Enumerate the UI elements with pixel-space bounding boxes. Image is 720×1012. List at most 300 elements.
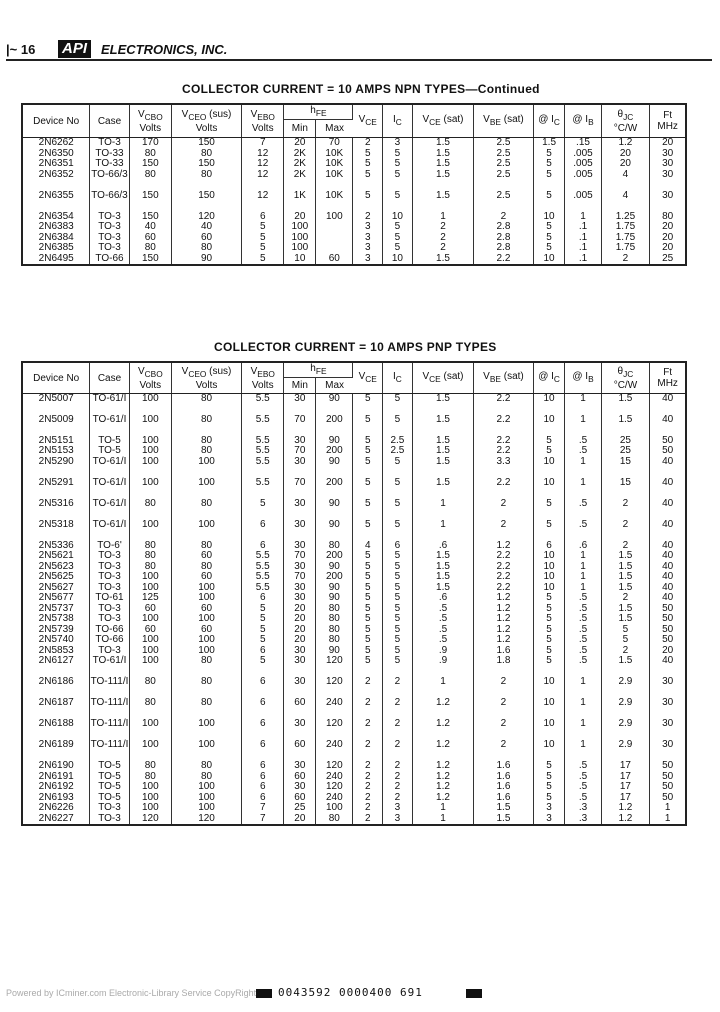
- cell-hfe-min: 30: [284, 436, 316, 447]
- cell-ic: 2: [383, 782, 413, 793]
- cell-case: TO-3: [90, 233, 129, 244]
- cell-vce: 5: [353, 562, 383, 573]
- cell-at-ic: 10: [533, 698, 565, 719]
- api-logo: API: [58, 40, 91, 58]
- cell-vebo: 7: [242, 138, 284, 149]
- cell-at-ic: 1.5: [533, 138, 565, 149]
- cell-vbesat: 1.2: [474, 593, 533, 604]
- cell-ft: 30: [662, 676, 674, 687]
- cell-ic: 5: [383, 499, 413, 520]
- cell-at-ib: 1: [565, 698, 601, 719]
- cell-device: 2N6226: [22, 803, 90, 814]
- cell-ft: 30: [662, 168, 674, 180]
- cell-ft: 80: [662, 210, 674, 222]
- cell-vcesat: .6: [412, 541, 474, 552]
- cell-vebo: 6: [242, 761, 284, 772]
- cell-vcesat: .5: [412, 604, 474, 615]
- cell-at-ic: 3: [533, 803, 565, 814]
- cell-vce: 5: [353, 446, 383, 457]
- cell-ic: 5: [383, 233, 413, 244]
- cell-theta: 2.9: [601, 719, 650, 740]
- cell-at-ic: 5: [533, 499, 565, 520]
- cell-vce: 5: [353, 436, 383, 447]
- cell-vbesat: 2.2: [474, 572, 533, 583]
- cell-vce: 3: [353, 243, 383, 254]
- cell-ft: 1: [664, 802, 671, 813]
- cell-ft: 40: [662, 655, 674, 666]
- cell-vcbo: 80: [129, 149, 171, 160]
- cell-at-ib: .1: [565, 243, 601, 254]
- cell-vce: 5: [353, 604, 383, 615]
- cell-device: 2N6192: [22, 782, 90, 793]
- cell-hfe-min: 25: [284, 803, 316, 814]
- table-row: [22, 698, 686, 719]
- cell-vceo: 100: [172, 782, 242, 793]
- table-row: [22, 677, 686, 698]
- page-footer: [6, 986, 712, 1002]
- cell-vcesat: .5: [412, 625, 474, 636]
- cell-vce: 5: [353, 593, 383, 604]
- cell-vceo: 80: [172, 541, 242, 552]
- cell-ic: 5: [383, 604, 413, 615]
- cell-vceo: 100: [172, 646, 242, 657]
- cell-theta: 1.5: [601, 551, 650, 562]
- cell-vcesat: 1.5: [412, 159, 474, 170]
- cell-device: 2N5627: [22, 583, 90, 594]
- cell-theta: 1.2: [601, 803, 650, 814]
- cell-device: 2N6355: [22, 191, 90, 212]
- cell-case: TO-3: [90, 646, 129, 657]
- cell-theta: 15: [601, 478, 650, 499]
- cell-hfe-max: 80: [316, 541, 353, 552]
- table-row: [22, 394, 686, 415]
- cell-case: TO-3: [90, 814, 129, 826]
- cell-vce: 5: [353, 614, 383, 625]
- cell-vcbo: 100: [129, 635, 171, 646]
- cell-vceo: 80: [172, 677, 242, 698]
- cell-at-ib: .3: [565, 814, 601, 826]
- cell-at-ib: .5: [565, 604, 601, 615]
- cell-vcbo: 60: [129, 604, 171, 615]
- cell-vce: 5: [353, 520, 383, 541]
- cell-ft: 40: [662, 592, 674, 603]
- cell-hfe-min: 60: [284, 698, 316, 719]
- cell-hfe-max: 100: [316, 212, 353, 223]
- cell-hfe-min: 30: [284, 761, 316, 772]
- cell-ic: 10: [383, 212, 413, 223]
- page-number: |~ 16: [6, 42, 36, 57]
- cell-case: TO-5: [90, 793, 129, 804]
- cell-device: 2N5740: [22, 635, 90, 646]
- cell-vceo: 80: [172, 562, 242, 573]
- cell-vce: 2: [353, 814, 383, 826]
- cell-at-ib: .5: [565, 625, 601, 636]
- cell-at-ib: 1: [565, 562, 601, 573]
- col-hfe-min: Min: [284, 120, 316, 138]
- cell-vce: 2: [353, 761, 383, 772]
- cell-vceo: 80: [172, 656, 242, 677]
- cell-vce: 5: [353, 170, 383, 191]
- cell-hfe-max: [316, 243, 353, 254]
- cell-vcbo: 100: [129, 646, 171, 657]
- cell-at-ic: 5: [533, 243, 565, 254]
- cell-case: TO-5: [90, 436, 129, 447]
- cell-theta: 1.5: [601, 562, 650, 573]
- cell-hfe-min: 60: [284, 772, 316, 783]
- cell-theta: 1.5: [601, 614, 650, 625]
- cell-vce: 3: [353, 222, 383, 233]
- cell-at-ic: 5: [533, 170, 565, 191]
- pnp-spec-table: [21, 361, 687, 826]
- cell-vbesat: 2.5: [474, 170, 533, 191]
- cell-vceo: 80: [172, 499, 242, 520]
- cell-vce: 2: [353, 740, 383, 761]
- cell-vcbo: 80: [129, 698, 171, 719]
- table-row: [22, 656, 686, 677]
- cell-ic: 5: [383, 415, 413, 436]
- cell-vbesat: 2.2: [474, 478, 533, 499]
- col-vceo: $V_{CEO}$ (sus) Volts: [172, 362, 242, 394]
- cell-case: TO-61/I: [90, 415, 129, 436]
- cell-vebo: 7: [242, 814, 284, 826]
- cell-vbesat: 2.2: [474, 415, 533, 436]
- cell-hfe-max: 90: [316, 436, 353, 447]
- cell-ic: 5: [383, 394, 413, 415]
- cell-hfe-min: 30: [284, 394, 316, 415]
- cell-vceo: 60: [172, 625, 242, 636]
- cell-vebo: 12: [242, 170, 284, 191]
- cell-at-ib: .5: [565, 520, 601, 541]
- cell-vebo: 12: [242, 191, 284, 212]
- cell-at-ic: 5: [533, 233, 565, 244]
- cell-vcbo: 125: [129, 593, 171, 604]
- cell-hfe-min: 30: [284, 646, 316, 657]
- cell-hfe-min: 30: [284, 499, 316, 520]
- cell-at-ic: 6: [533, 541, 565, 552]
- cell-vceo: 150: [172, 159, 242, 170]
- cell-vbesat: 2.5: [474, 149, 533, 160]
- cell-vebo: 5.5: [242, 415, 284, 436]
- col-theta: $\theta_{JC}$ °C/W: [601, 104, 650, 138]
- cell-at-ic: 5: [533, 159, 565, 170]
- cell-theta: 25: [601, 436, 650, 447]
- cell-at-ib: .1: [565, 222, 601, 233]
- cell-vce: 4: [353, 541, 383, 552]
- cell-case: TO-5: [90, 761, 129, 772]
- cell-ic: 2: [383, 677, 413, 698]
- cell-hfe-max: 90: [316, 457, 353, 478]
- table-row: [22, 814, 686, 826]
- cell-device: 2N6191: [22, 772, 90, 783]
- cell-device: 2N6187: [22, 698, 90, 719]
- cell-vce: 2: [353, 677, 383, 698]
- cell-theta: 15: [601, 457, 650, 478]
- cell-ft: 30: [662, 739, 674, 750]
- cell-vebo: 6: [242, 212, 284, 223]
- cell-ft: 20: [662, 242, 674, 253]
- npn-table-title: COLLECTOR CURRENT = 10 AMPS NPN TYPES—Continued: [182, 82, 540, 96]
- cell-vce: 5: [353, 191, 383, 212]
- table-row: [22, 551, 686, 562]
- cell-hfe-min: 70: [284, 572, 316, 583]
- cell-at-ic: 10: [533, 719, 565, 740]
- cell-vcesat: .5: [412, 614, 474, 625]
- cell-at-ib: 1: [565, 740, 601, 761]
- cell-hfe-max: 90: [316, 646, 353, 657]
- cell-vbesat: 2: [474, 499, 533, 520]
- cell-ic: 2: [383, 772, 413, 783]
- table-row: [22, 761, 686, 772]
- cell-vcesat: 1.5: [412, 457, 474, 478]
- cell-vebo: 6: [242, 593, 284, 604]
- header-rule: [6, 59, 712, 61]
- cell-device: 2N5316: [22, 499, 90, 520]
- cell-vcbo: 100: [129, 782, 171, 793]
- cell-at-ib: .5: [565, 635, 601, 646]
- table-row: [22, 457, 686, 478]
- cell-vcesat: 1.5: [412, 436, 474, 447]
- cell-at-ib: 1: [565, 572, 601, 583]
- cell-vceo: 80: [172, 698, 242, 719]
- cell-vce: 2: [353, 793, 383, 804]
- cell-vceo: 100: [172, 740, 242, 761]
- cell-hfe-max: 240: [316, 698, 353, 719]
- cell-vbesat: 2.2: [474, 551, 533, 562]
- cell-vebo: 5: [242, 222, 284, 233]
- cell-ft: 40: [662, 560, 674, 572]
- cell-ft: 30: [662, 147, 674, 159]
- cell-ic: 2: [383, 793, 413, 804]
- cell-device: 2N5853: [22, 646, 90, 657]
- cell-theta: 25: [601, 446, 650, 457]
- cell-vceo: 100: [172, 583, 242, 594]
- cell-ft: 40: [662, 539, 674, 551]
- cell-hfe-min: 2K: [284, 170, 316, 191]
- cell-at-ic: 5: [533, 761, 565, 772]
- cell-case: TO-111/I: [90, 719, 129, 740]
- cell-ft: 20: [662, 231, 674, 243]
- cell-ic: 2: [383, 761, 413, 772]
- cell-vceo: 80: [172, 394, 242, 415]
- cell-hfe-max: [316, 222, 353, 233]
- cell-ic: 2.5: [383, 446, 413, 457]
- cell-ft: 50: [662, 634, 674, 645]
- cell-vbesat: 2: [474, 698, 533, 719]
- cell-at-ib: 1: [565, 415, 601, 436]
- cell-vcesat: .5: [412, 635, 474, 646]
- cell-ft: 50: [662, 623, 674, 635]
- cell-theta: 2: [601, 254, 650, 266]
- cell-vebo: 5: [242, 233, 284, 244]
- cell-vcbo: 100: [129, 803, 171, 814]
- col-vbesat: $V_{BE}$ (sat): [474, 104, 533, 138]
- col-ft: Ft MHz: [650, 104, 686, 138]
- cell-vcbo: 80: [129, 562, 171, 573]
- table-row: [22, 614, 686, 625]
- cell-at-ib: .5: [565, 593, 601, 604]
- cell-vebo: 5: [242, 614, 284, 625]
- cell-hfe-min: 20: [284, 138, 316, 149]
- cell-vce: 5: [353, 583, 383, 594]
- cell-at-ic: 10: [533, 415, 565, 436]
- cell-at-ib: .1: [565, 233, 601, 244]
- cell-ft: 20: [662, 221, 674, 232]
- table-row: [22, 562, 686, 573]
- cell-case: TO-111/I: [90, 698, 129, 719]
- cell-vbesat: 2.2: [474, 254, 533, 266]
- cell-hfe-max: [316, 233, 353, 244]
- cell-vbesat: 1.6: [474, 782, 533, 793]
- cell-vebo: 5: [242, 625, 284, 636]
- cell-at-ib: .3: [565, 803, 601, 814]
- cell-vcesat: 1.2: [412, 740, 474, 761]
- cell-device: 2N6186: [22, 677, 90, 698]
- cell-vceo: 120: [172, 814, 242, 826]
- cell-device: 2N6384: [22, 233, 90, 244]
- cell-theta: 1.5: [601, 572, 650, 583]
- cell-vcesat: 1.2: [412, 719, 474, 740]
- cell-vceo: 100: [172, 793, 242, 804]
- cell-ft: 1: [664, 812, 671, 824]
- col-vebo: $V_{EBO}$ Volts: [242, 104, 284, 138]
- cell-theta: 1.75: [601, 243, 650, 254]
- cell-hfe-min: 70: [284, 446, 316, 457]
- cell-vcbo: 80: [129, 551, 171, 562]
- col-at-ic: @ $I_C$: [533, 362, 565, 394]
- cell-hfe-min: 20: [284, 212, 316, 223]
- cell-case: TO-33: [90, 149, 129, 160]
- cell-ic: 5: [383, 635, 413, 646]
- cell-vceo: 80: [172, 243, 242, 254]
- cell-vcbo: 100: [129, 719, 171, 740]
- cell-theta: 2.9: [601, 740, 650, 761]
- table-row: [22, 541, 686, 552]
- cell-at-ib: .5: [565, 793, 601, 804]
- col-vebo: $V_{EBO}$ Volts: [242, 362, 284, 394]
- cell-vceo: 100: [172, 478, 242, 499]
- cell-ft: 40: [662, 455, 674, 467]
- cell-vcbo: 150: [129, 191, 171, 212]
- cell-ic: 5: [383, 572, 413, 583]
- cell-ic: 5: [383, 149, 413, 160]
- cell-ic: 3: [383, 138, 413, 149]
- cell-ft: 30: [662, 697, 674, 708]
- cell-hfe-max: 80: [316, 614, 353, 625]
- cell-vcesat: 1.2: [412, 698, 474, 719]
- cell-theta: 2.9: [601, 698, 650, 719]
- cell-hfe-max: 10K: [316, 170, 353, 191]
- cell-hfe-max: 120: [316, 677, 353, 698]
- cell-case: TO-6': [90, 541, 129, 552]
- cell-at-ic: 5: [533, 520, 565, 541]
- npn-spec-table: [21, 103, 687, 266]
- cell-vebo: 6: [242, 793, 284, 804]
- cell-at-ic: 5: [533, 149, 565, 160]
- cell-vcesat: 2: [412, 222, 474, 233]
- cell-vebo: 5: [242, 656, 284, 677]
- cell-hfe-max: 70: [316, 138, 353, 149]
- cell-device: 2N6190: [22, 761, 90, 772]
- cell-at-ic: 10: [533, 551, 565, 562]
- cell-vebo: 5.5: [242, 394, 284, 415]
- cell-vcesat: 1.5: [412, 562, 474, 573]
- cell-hfe-min: 20: [284, 814, 316, 826]
- cell-at-ib: 1: [565, 394, 601, 415]
- cell-vce: 5: [353, 625, 383, 636]
- table-row: [22, 478, 686, 499]
- cell-hfe-max: 60: [316, 254, 353, 266]
- cell-ic: 2.5: [383, 436, 413, 447]
- cell-hfe-max: 240: [316, 793, 353, 804]
- cell-case: TO-111/I: [90, 740, 129, 761]
- col-vcesat: $V_{CE}$ (sat): [412, 104, 474, 138]
- cell-theta: 1.5: [601, 415, 650, 436]
- cell-vce: 5: [353, 572, 383, 583]
- cell-ic: 2: [383, 740, 413, 761]
- cell-vbesat: 2: [474, 677, 533, 698]
- cell-vceo: 80: [172, 170, 242, 191]
- cell-device: 2N6189: [22, 740, 90, 761]
- cell-case: TO-3: [90, 583, 129, 594]
- table-row: [22, 191, 686, 212]
- cell-at-ib: 1: [565, 677, 601, 698]
- cell-theta: 1.2: [601, 138, 650, 149]
- col-at-ic: @ $I_C$: [533, 104, 565, 138]
- cell-at-ic: 5: [533, 625, 565, 636]
- col-at-ib: @ $I_B$: [565, 362, 601, 394]
- cell-vebo: 12: [242, 149, 284, 160]
- cell-case: TO-33: [90, 159, 129, 170]
- cell-hfe-min: 30: [284, 782, 316, 793]
- cell-vbesat: 2: [474, 719, 533, 740]
- cell-case: TO-5: [90, 772, 129, 783]
- cell-vcbo: 150: [129, 212, 171, 223]
- cell-vbesat: 3.3: [474, 457, 533, 478]
- cell-at-ic: 5: [533, 656, 565, 677]
- cell-vcesat: 1: [412, 803, 474, 814]
- cell-vceo: 60: [172, 572, 242, 583]
- cell-vce: 2: [353, 782, 383, 793]
- cell-vbesat: 2.8: [474, 222, 533, 233]
- col-ft: Ft MHz: [650, 362, 686, 394]
- cell-hfe-max: 90: [316, 499, 353, 520]
- cell-case: TO-61/I: [90, 520, 129, 541]
- cell-case: TO-5: [90, 782, 129, 793]
- cell-vbesat: 2: [474, 520, 533, 541]
- cell-vcbo: 150: [129, 159, 171, 170]
- col-case: Case: [90, 104, 129, 138]
- cell-theta: 2: [601, 541, 650, 552]
- cell-hfe-min: 100: [284, 233, 316, 244]
- cell-vcbo: 100: [129, 583, 171, 594]
- cell-case: TO-61/I: [90, 656, 129, 677]
- cell-vceo: 150: [172, 191, 242, 212]
- cell-ic: 5: [383, 625, 413, 636]
- col-hfe-max: Max: [316, 378, 353, 394]
- col-case: Case: [90, 362, 129, 394]
- cell-vceo: 150: [172, 138, 242, 149]
- cell-device: 2N5677: [22, 593, 90, 604]
- cell-vceo: 100: [172, 457, 242, 478]
- cell-vebo: 12: [242, 159, 284, 170]
- col-vcbo: $V_{CBO}$ Volts: [129, 104, 171, 138]
- cell-device: 2N5623: [22, 562, 90, 573]
- cell-hfe-min: 30: [284, 719, 316, 740]
- cell-vebo: 5: [242, 635, 284, 646]
- cell-hfe-max: 200: [316, 551, 353, 562]
- cell-case: TO-3: [90, 243, 129, 254]
- table-row: [22, 635, 686, 646]
